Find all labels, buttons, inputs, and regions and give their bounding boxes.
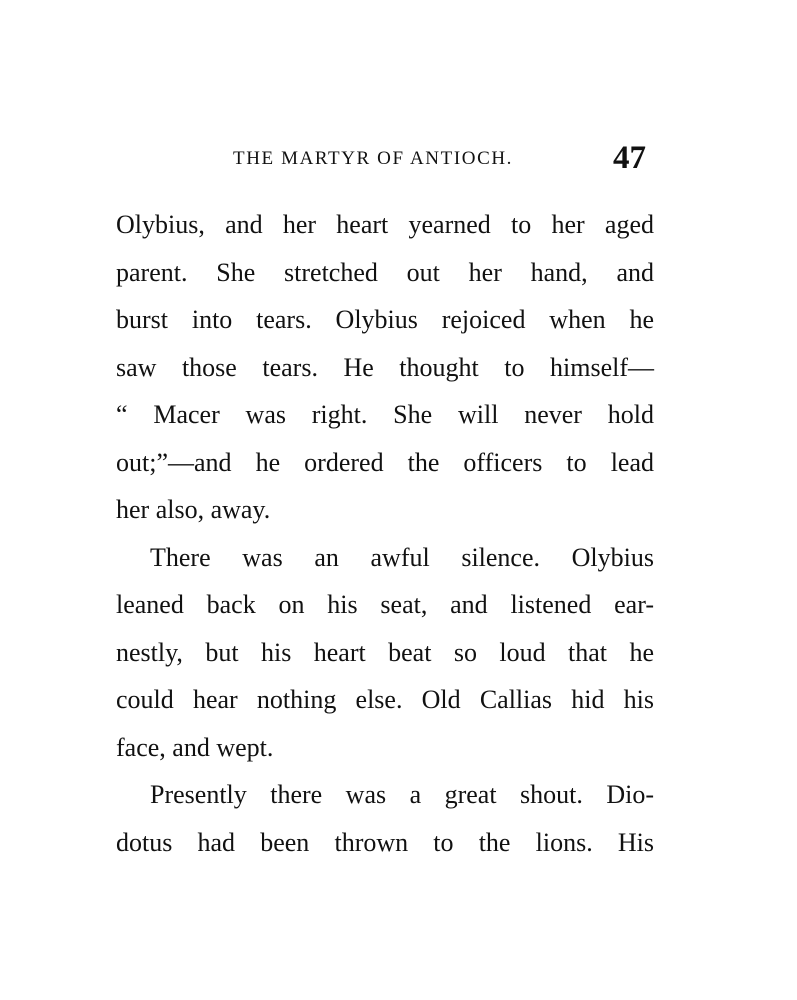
text-line: her also, away. xyxy=(116,495,271,524)
text-line: saw those tears. He thought to himself— xyxy=(116,352,654,382)
text-line: leaned back on his seat, and listened ear- xyxy=(116,590,654,619)
text-line: dotus had been thrown to the lions. His xyxy=(116,827,654,857)
running-head xyxy=(116,140,654,180)
text-line: nestly, but his heart beat so loud that he xyxy=(116,637,654,667)
text-line: There was an awful silence. Olybius xyxy=(150,542,654,572)
body-text xyxy=(116,201,654,866)
text-line: burst into tears. Olybius rejoiced when he xyxy=(116,305,654,334)
text-line: parent. She stretched out her hand, and xyxy=(116,257,654,287)
text-line: could hear nothing else. Old Callias hid his xyxy=(116,685,654,714)
text-line: Olybius, and her heart yearned to her aged xyxy=(116,210,654,239)
text-line: face, and wept. xyxy=(116,732,274,762)
page-number: 47 xyxy=(613,140,646,176)
running-title: THE MARTYR OF ANTIOCH. xyxy=(233,148,514,169)
text-line: out;”—and he ordered the officers to lead xyxy=(116,447,654,477)
text-line: Presently there was a great shout. Dio- xyxy=(150,780,654,809)
text-line: “ Macer was right. She will never hold xyxy=(116,400,654,429)
